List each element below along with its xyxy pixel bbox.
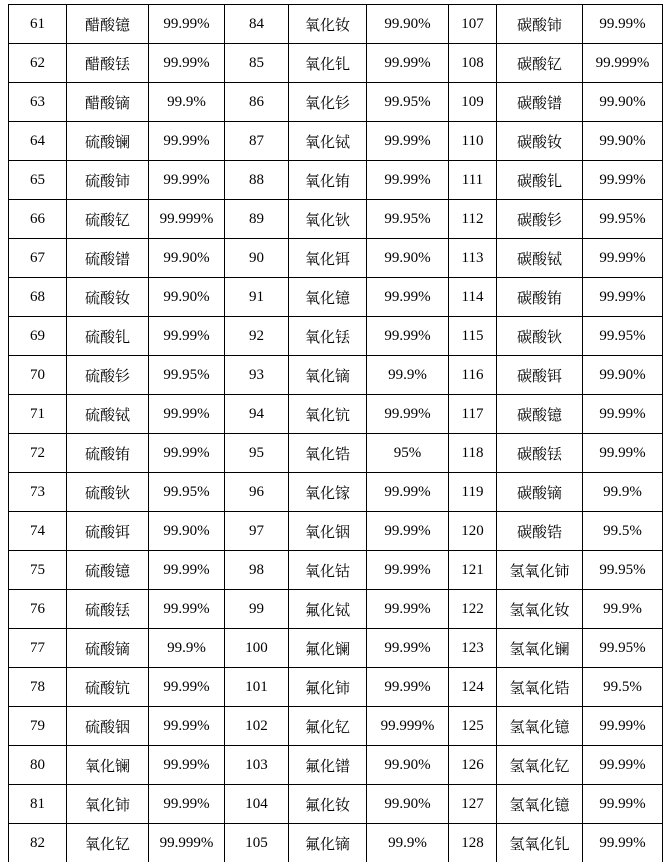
item-number-cell: 91 xyxy=(225,278,289,317)
item-number-cell: 92 xyxy=(225,317,289,356)
compound-name-cell: 碳酸钆 xyxy=(497,161,583,200)
purity-value-cell: 99.99% xyxy=(367,278,449,317)
purity-value-cell: 99.95% xyxy=(367,83,449,122)
purity-value-cell: 99.99% xyxy=(149,5,225,44)
purity-value-cell: 99.99% xyxy=(583,707,663,746)
purity-value-cell: 99.99% xyxy=(367,473,449,512)
item-number-cell: 84 xyxy=(225,5,289,44)
compound-name-cell: 硫酸铥 xyxy=(67,590,149,629)
item-number-cell: 109 xyxy=(449,83,497,122)
purity-value-cell: 99.90% xyxy=(583,356,663,395)
item-number-cell: 107 xyxy=(449,5,497,44)
item-number-cell: 112 xyxy=(449,200,497,239)
purity-value-cell: 99.99% xyxy=(149,395,225,434)
item-number-cell: 123 xyxy=(449,629,497,668)
compound-name-cell: 硫酸钐 xyxy=(67,356,149,395)
purity-value-cell: 99.99% xyxy=(583,434,663,473)
item-number-cell: 93 xyxy=(225,356,289,395)
table-row xyxy=(9,200,663,239)
table-row xyxy=(9,278,663,317)
purity-value-cell: 99.5% xyxy=(583,512,663,551)
compound-name-cell: 硫酸钪 xyxy=(67,668,149,707)
compound-name-cell: 碳酸铈 xyxy=(497,5,583,44)
table-row xyxy=(9,785,663,824)
compound-name-cell: 硫酸钬 xyxy=(67,473,149,512)
compound-name-cell: 氧化铥 xyxy=(289,317,367,356)
table-row xyxy=(9,161,663,200)
table-row xyxy=(9,512,663,551)
item-number-cell: 110 xyxy=(449,122,497,161)
purity-value-cell: 99.90% xyxy=(583,122,663,161)
item-number-cell: 122 xyxy=(449,590,497,629)
compound-name-cell: 氢氧化钕 xyxy=(497,590,583,629)
table-row xyxy=(9,746,663,785)
item-number-cell: 118 xyxy=(449,434,497,473)
table-row xyxy=(9,707,663,746)
item-number-cell: 88 xyxy=(225,161,289,200)
purity-value-cell: 99.90% xyxy=(149,278,225,317)
compound-name-cell: 氧化铈 xyxy=(67,785,149,824)
compound-name-cell: 氢氧化镱 xyxy=(497,707,583,746)
purity-value-cell: 99.99% xyxy=(149,434,225,473)
purity-value-cell: 99.90% xyxy=(149,512,225,551)
compound-name-cell: 硫酸镧 xyxy=(67,122,149,161)
item-number-cell: 82 xyxy=(9,824,67,862)
compound-name-cell: 氧化钇 xyxy=(67,824,149,862)
purity-value-cell: 99.99% xyxy=(367,122,449,161)
item-number-cell: 94 xyxy=(225,395,289,434)
table-row xyxy=(9,5,663,44)
compound-name-cell: 醋酸镱 xyxy=(67,5,149,44)
purity-value-cell: 99.95% xyxy=(367,200,449,239)
purity-value-cell: 99.90% xyxy=(367,239,449,278)
compound-name-cell: 硫酸镝 xyxy=(67,629,149,668)
purity-value-cell: 99.99% xyxy=(367,551,449,590)
item-number-cell: 66 xyxy=(9,200,67,239)
purity-value-cell: 99.90% xyxy=(583,83,663,122)
compound-name-cell: 氢氧化铈 xyxy=(497,551,583,590)
compound-name-cell: 氧化镱 xyxy=(289,278,367,317)
item-number-cell: 87 xyxy=(225,122,289,161)
purity-value-cell: 99.9% xyxy=(583,473,663,512)
purity-value-cell: 99.5% xyxy=(583,668,663,707)
purity-value-cell: 99.99% xyxy=(583,746,663,785)
purity-value-cell: 99.99% xyxy=(367,317,449,356)
compound-name-cell: 氟化钕 xyxy=(289,785,367,824)
compound-name-cell: 氧化钴 xyxy=(289,551,367,590)
compound-name-cell: 硫酸镱 xyxy=(67,551,149,590)
compound-name-cell: 氧化镓 xyxy=(289,473,367,512)
compound-name-cell: 氧化钬 xyxy=(289,200,367,239)
purity-value-cell: 99.9% xyxy=(367,824,449,862)
purity-value-cell: 99.99% xyxy=(149,44,225,83)
compound-name-cell: 硫酸铕 xyxy=(67,434,149,473)
compound-name-cell: 硫酸钕 xyxy=(67,278,149,317)
purity-value-cell: 99.999% xyxy=(149,200,225,239)
purity-value-cell: 99.9% xyxy=(149,83,225,122)
purity-value-cell: 99.9% xyxy=(583,590,663,629)
purity-value-cell: 99.99% xyxy=(367,395,449,434)
compound-name-cell: 氢氧化锆 xyxy=(497,668,583,707)
purity-value-cell: 99.99% xyxy=(583,395,663,434)
item-number-cell: 78 xyxy=(9,668,67,707)
purity-value-cell: 99.90% xyxy=(367,5,449,44)
item-number-cell: 65 xyxy=(9,161,67,200)
item-number-cell: 111 xyxy=(449,161,497,200)
compound-name-cell: 氧化镧 xyxy=(67,746,149,785)
purity-value-cell: 99.99% xyxy=(583,239,663,278)
item-number-cell: 99 xyxy=(225,590,289,629)
compound-name-cell: 氢氧化镱 xyxy=(497,785,583,824)
purity-value-cell: 99.9% xyxy=(367,356,449,395)
compound-name-cell: 氟化镝 xyxy=(289,824,367,862)
table-row xyxy=(9,122,663,161)
item-number-cell: 71 xyxy=(9,395,67,434)
item-number-cell: 103 xyxy=(225,746,289,785)
compound-name-cell: 氟化镨 xyxy=(289,746,367,785)
table-row xyxy=(9,317,663,356)
compound-name-cell: 碳酸铽 xyxy=(497,239,583,278)
item-number-cell: 76 xyxy=(9,590,67,629)
purity-value-cell: 99.99% xyxy=(367,629,449,668)
compound-name-cell: 硫酸钆 xyxy=(67,317,149,356)
compound-name-cell: 氧化钕 xyxy=(289,5,367,44)
item-number-cell: 105 xyxy=(225,824,289,862)
compound-name-cell: 硫酸钇 xyxy=(67,200,149,239)
item-number-cell: 62 xyxy=(9,44,67,83)
table-row xyxy=(9,239,663,278)
compound-name-cell: 氟化铈 xyxy=(289,668,367,707)
item-number-cell: 81 xyxy=(9,785,67,824)
table-row xyxy=(9,44,663,83)
compound-name-cell: 碳酸钬 xyxy=(497,317,583,356)
table-row xyxy=(9,356,663,395)
compound-name-cell: 硫酸铒 xyxy=(67,512,149,551)
item-number-cell: 69 xyxy=(9,317,67,356)
purity-value-cell: 99.999% xyxy=(149,824,225,862)
item-number-cell: 102 xyxy=(225,707,289,746)
purity-value-cell: 99.99% xyxy=(149,317,225,356)
compound-name-cell: 碳酸铒 xyxy=(497,356,583,395)
table-row xyxy=(9,629,663,668)
item-number-cell: 95 xyxy=(225,434,289,473)
compound-name-cell: 碳酸镨 xyxy=(497,83,583,122)
item-number-cell: 115 xyxy=(449,317,497,356)
table-row xyxy=(9,590,663,629)
purity-value-cell: 99.99% xyxy=(583,824,663,862)
item-number-cell: 121 xyxy=(449,551,497,590)
table-body xyxy=(9,5,663,862)
item-number-cell: 119 xyxy=(449,473,497,512)
item-number-cell: 117 xyxy=(449,395,497,434)
compound-name-cell: 氧化钪 xyxy=(289,395,367,434)
item-number-cell: 89 xyxy=(225,200,289,239)
compound-name-cell: 碳酸镝 xyxy=(497,473,583,512)
purity-value-cell: 99.99% xyxy=(583,278,663,317)
item-number-cell: 70 xyxy=(9,356,67,395)
item-number-cell: 96 xyxy=(225,473,289,512)
purity-value-cell: 99.95% xyxy=(583,317,663,356)
item-number-cell: 125 xyxy=(449,707,497,746)
compound-name-cell: 碳酸钇 xyxy=(497,44,583,83)
compound-name-cell: 氧化铒 xyxy=(289,239,367,278)
table-row xyxy=(9,395,663,434)
item-number-cell: 114 xyxy=(449,278,497,317)
item-number-cell: 120 xyxy=(449,512,497,551)
item-number-cell: 67 xyxy=(9,239,67,278)
compound-name-cell: 氧化铕 xyxy=(289,161,367,200)
item-number-cell: 126 xyxy=(449,746,497,785)
purity-value-cell: 99.90% xyxy=(367,785,449,824)
compound-name-cell: 碳酸钕 xyxy=(497,122,583,161)
item-number-cell: 101 xyxy=(225,668,289,707)
compound-name-cell: 醋酸镝 xyxy=(67,83,149,122)
compound-name-cell: 氧化镝 xyxy=(289,356,367,395)
item-number-cell: 100 xyxy=(225,629,289,668)
purity-value-cell: 99.95% xyxy=(149,473,225,512)
table-row xyxy=(9,824,663,862)
purity-value-cell: 99.9% xyxy=(149,629,225,668)
item-number-cell: 77 xyxy=(9,629,67,668)
purity-value-cell: 99.99% xyxy=(149,707,225,746)
compound-name-cell: 碳酸铕 xyxy=(497,278,583,317)
compound-name-cell: 碳酸锆 xyxy=(497,512,583,551)
item-number-cell: 108 xyxy=(449,44,497,83)
product-purity-table xyxy=(8,4,663,862)
compound-name-cell: 氢氧化镧 xyxy=(497,629,583,668)
purity-value-cell: 99.90% xyxy=(367,746,449,785)
compound-name-cell: 氧化钐 xyxy=(289,83,367,122)
compound-name-cell: 氧化铽 xyxy=(289,122,367,161)
purity-value-cell: 99.99% xyxy=(583,5,663,44)
purity-value-cell: 99.999% xyxy=(583,44,663,83)
compound-name-cell: 硫酸镨 xyxy=(67,239,149,278)
compound-name-cell: 氧化钆 xyxy=(289,44,367,83)
table-row xyxy=(9,473,663,512)
compound-name-cell: 硫酸铈 xyxy=(67,161,149,200)
purity-value-cell: 99.99% xyxy=(367,512,449,551)
item-number-cell: 63 xyxy=(9,83,67,122)
item-number-cell: 98 xyxy=(225,551,289,590)
item-number-cell: 75 xyxy=(9,551,67,590)
purity-value-cell: 99.99% xyxy=(149,590,225,629)
purity-value-cell: 99.95% xyxy=(149,356,225,395)
purity-value-cell: 99.99% xyxy=(367,161,449,200)
compound-name-cell: 氟化钇 xyxy=(289,707,367,746)
compound-name-cell: 氢氧化钇 xyxy=(497,746,583,785)
purity-value-cell: 99.999% xyxy=(367,707,449,746)
purity-value-cell: 99.95% xyxy=(583,551,663,590)
compound-name-cell: 氧化锆 xyxy=(289,434,367,473)
compound-name-cell: 碳酸铥 xyxy=(497,434,583,473)
item-number-cell: 61 xyxy=(9,5,67,44)
compound-name-cell: 硫酸铟 xyxy=(67,707,149,746)
item-number-cell: 80 xyxy=(9,746,67,785)
item-number-cell: 127 xyxy=(449,785,497,824)
compound-name-cell: 氢氧化钆 xyxy=(497,824,583,862)
purity-value-cell: 99.99% xyxy=(367,590,449,629)
purity-value-cell: 95% xyxy=(367,434,449,473)
purity-value-cell: 99.99% xyxy=(583,785,663,824)
item-number-cell: 68 xyxy=(9,278,67,317)
purity-value-cell: 99.99% xyxy=(367,44,449,83)
table-row xyxy=(9,434,663,473)
purity-value-cell: 99.99% xyxy=(149,161,225,200)
purity-value-cell: 99.99% xyxy=(149,746,225,785)
table-row xyxy=(9,668,663,707)
item-number-cell: 116 xyxy=(449,356,497,395)
item-number-cell: 86 xyxy=(225,83,289,122)
compound-name-cell: 氟化镧 xyxy=(289,629,367,668)
compound-name-cell: 氧化铟 xyxy=(289,512,367,551)
compound-name-cell: 氟化铽 xyxy=(289,590,367,629)
item-number-cell: 104 xyxy=(225,785,289,824)
item-number-cell: 124 xyxy=(449,668,497,707)
purity-value-cell: 99.99% xyxy=(149,551,225,590)
item-number-cell: 64 xyxy=(9,122,67,161)
purity-value-cell: 99.99% xyxy=(149,122,225,161)
item-number-cell: 113 xyxy=(449,239,497,278)
compound-name-cell: 碳酸镱 xyxy=(497,395,583,434)
item-number-cell: 85 xyxy=(225,44,289,83)
compound-name-cell: 醋酸铥 xyxy=(67,44,149,83)
item-number-cell: 73 xyxy=(9,473,67,512)
item-number-cell: 90 xyxy=(225,239,289,278)
item-number-cell: 74 xyxy=(9,512,67,551)
item-number-cell: 79 xyxy=(9,707,67,746)
purity-value-cell: 99.99% xyxy=(367,668,449,707)
compound-name-cell: 硫酸铽 xyxy=(67,395,149,434)
purity-value-cell: 99.99% xyxy=(583,161,663,200)
purity-value-cell: 99.99% xyxy=(149,785,225,824)
purity-value-cell: 99.95% xyxy=(583,629,663,668)
item-number-cell: 72 xyxy=(9,434,67,473)
table-row xyxy=(9,551,663,590)
table-row xyxy=(9,83,663,122)
compound-name-cell: 碳酸钐 xyxy=(497,200,583,239)
purity-value-cell: 99.95% xyxy=(583,200,663,239)
purity-value-cell: 99.99% xyxy=(149,668,225,707)
purity-value-cell: 99.90% xyxy=(149,239,225,278)
item-number-cell: 128 xyxy=(449,824,497,862)
item-number-cell: 97 xyxy=(225,512,289,551)
